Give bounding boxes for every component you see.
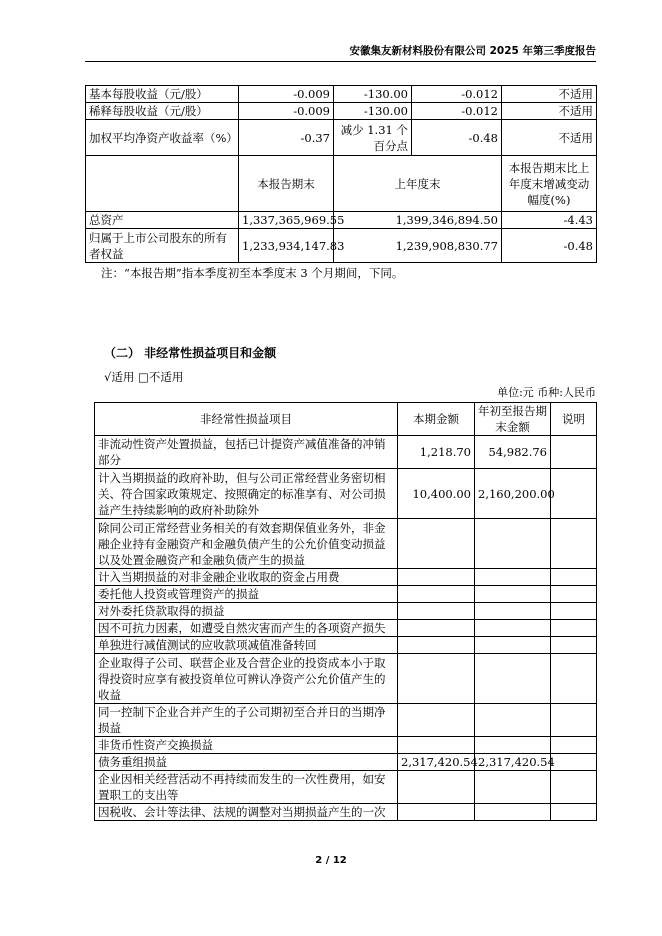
table-cell: 因不可抗力因素，如遭受自然灾害而产生的各项资产损失 xyxy=(95,620,398,637)
table-cell: -0.009 xyxy=(239,103,334,120)
table-cell: 归属于上市公司股东的所有者权益 xyxy=(86,229,239,263)
table-row xyxy=(95,804,597,821)
table-cell: 委托他人投资或管理资产的损益 xyxy=(95,586,398,603)
table-cell: 非流动性资产处置损益，包括已计提资产减值准备的冲销部分 xyxy=(95,436,398,469)
table-cell xyxy=(398,654,475,704)
table-cell: 1,239,908,830.77 xyxy=(334,229,502,263)
table-row xyxy=(86,86,597,103)
column-header: 本报告期末比上年度末增减变动幅度(%) xyxy=(502,156,597,212)
table-note: 注：“本报告期”指本季度初至本季度末 3 个月期间，下同。 xyxy=(101,266,404,280)
table-cell: -0.48 xyxy=(412,120,502,156)
table-cell: 减少 1.31 个百分点 xyxy=(334,120,412,156)
table-cell: 同一控制下企业合并产生的子公司期初至合并日的当期净损益 xyxy=(95,704,398,737)
unit-currency-label: 单位:元 币种:人民币 xyxy=(497,386,596,399)
table-cell xyxy=(551,620,597,637)
table-row xyxy=(95,569,597,586)
table-cell xyxy=(551,586,597,603)
table-cell: 债务重组损益 xyxy=(95,754,398,771)
table-row xyxy=(86,103,597,120)
table-header-row xyxy=(95,403,597,436)
table-cell xyxy=(551,637,597,654)
table-cell xyxy=(475,804,551,821)
table-cell xyxy=(551,469,597,519)
table-cell xyxy=(551,737,597,754)
table-cell xyxy=(86,156,239,212)
table-row xyxy=(95,654,597,704)
table-cell xyxy=(475,519,551,569)
table-cell xyxy=(398,704,475,737)
financial-indicators-table xyxy=(85,85,597,263)
table-cell xyxy=(551,603,597,620)
table-row xyxy=(95,704,597,737)
table-cell xyxy=(475,586,551,603)
table-cell: 2,317,420.54 xyxy=(398,754,475,771)
table-row xyxy=(95,519,597,569)
table-cell xyxy=(475,603,551,620)
table-cell: -0.009 xyxy=(239,86,334,103)
table-cell xyxy=(475,569,551,586)
table-cell: 基本每股收益（元/股） xyxy=(86,86,239,103)
table-row xyxy=(95,620,597,637)
table-cell: 非货币性资产交换损益 xyxy=(95,737,398,754)
column-header: 上年度末 xyxy=(334,156,502,212)
table-row xyxy=(95,754,597,771)
table-cell: 1,233,934,147.83 xyxy=(239,229,334,263)
table-cell: 加权平均净资产收益率（%） xyxy=(86,120,239,156)
table-cell: 稀释每股收益（元/股） xyxy=(86,103,239,120)
table-cell xyxy=(475,704,551,737)
table-row xyxy=(95,603,597,620)
table-row xyxy=(95,469,597,519)
column-header: 说明 xyxy=(551,403,597,436)
table-cell xyxy=(551,704,597,737)
table-cell: -0.37 xyxy=(239,120,334,156)
table-cell xyxy=(398,771,475,804)
table-cell: 除同公司正常经营业务相关的有效套期保值业务外，非金融企业持有金融资产和金融负债产生的公允价值变动损益以及处置金融资产和金融负债产生的损益 xyxy=(95,519,398,569)
table-cell: 2,317,420.54 xyxy=(475,754,551,771)
table-cell: 计入当期损益的对非金融企业收取的资金占用费 xyxy=(95,569,398,586)
table-cell xyxy=(475,637,551,654)
table-cell xyxy=(398,569,475,586)
non-recurring-items-table xyxy=(94,402,597,821)
table-cell: -0.012 xyxy=(412,103,502,120)
table-cell xyxy=(475,771,551,804)
table-cell: 1,218.70 xyxy=(398,436,475,469)
table-cell: 企业因相关经营活动不再持续而发生的一次性费用，如安置职工的支出等 xyxy=(95,771,398,804)
table-cell xyxy=(551,654,597,704)
table-cell: 企业取得子公司、联营企业及合营企业的投资成本小于取得投资时应享有被投资单位可辨认净资产公允价值产生的收益 xyxy=(95,654,398,704)
table-cell xyxy=(398,586,475,603)
table-cell xyxy=(475,654,551,704)
table-cell: 54,982.76 xyxy=(475,436,551,469)
table-cell xyxy=(475,620,551,637)
table-row xyxy=(95,436,597,469)
page-header: 安徽集友新材料股份有限公司 2025 年第三季度报告 xyxy=(85,44,596,62)
section-title: （二） 非经常性损益项目和金额 xyxy=(104,346,277,360)
table-row xyxy=(86,120,597,156)
table-cell: 总资产 xyxy=(86,212,239,229)
table-cell xyxy=(398,737,475,754)
table-cell xyxy=(551,771,597,804)
table-cell xyxy=(551,519,597,569)
column-header: 非经常性损益项目 xyxy=(95,403,398,436)
table-cell xyxy=(475,737,551,754)
table-cell: 2,160,200.00 xyxy=(475,469,551,519)
table-header-row xyxy=(86,156,597,212)
table-cell: 1,399,346,894.50 xyxy=(334,212,502,229)
table-cell: 单独进行减值测试的应收款项减值准备转回 xyxy=(95,637,398,654)
table-cell xyxy=(551,754,597,771)
table-row xyxy=(86,212,597,229)
table-cell: 10,400.00 xyxy=(398,469,475,519)
page-number: 2 / 12 xyxy=(315,855,347,866)
table-cell: 不适用 xyxy=(502,86,597,103)
table-row xyxy=(86,229,597,263)
table-row xyxy=(95,637,597,654)
table-cell: 不适用 xyxy=(502,120,597,156)
table-cell xyxy=(551,804,597,821)
table-cell: 对外委托贷款取得的损益 xyxy=(95,603,398,620)
table-cell: 不适用 xyxy=(502,103,597,120)
table-cell xyxy=(398,519,475,569)
table-cell xyxy=(398,620,475,637)
table-cell xyxy=(398,603,475,620)
table-row xyxy=(95,771,597,804)
table-row xyxy=(95,586,597,603)
table-cell: 因税收、会计等法律、法规的调整对当期损益产生的一次 xyxy=(95,804,398,821)
table-row xyxy=(95,737,597,754)
table-cell xyxy=(551,436,597,469)
table-cell: -4.43 xyxy=(502,212,597,229)
table-cell: -130.00 xyxy=(334,103,412,120)
table-cell: -0.012 xyxy=(412,86,502,103)
table-cell: 计入当期损益的政府补助，但与公司正常经营业务密切相关、符合国家政策规定、按照确定的标准享有、对公司损益产生持续影响的政府补助除外 xyxy=(95,469,398,519)
table-cell xyxy=(398,804,475,821)
table-cell xyxy=(551,569,597,586)
table-cell: 1,337,365,969.55 xyxy=(239,212,334,229)
applicability-options: √适用 □不适用 xyxy=(104,370,184,384)
table-cell: -0.48 xyxy=(502,229,597,263)
column-header: 本期金额 xyxy=(398,403,475,436)
table-cell xyxy=(398,637,475,654)
column-header: 本报告期末 xyxy=(239,156,334,212)
column-header: 年初至报告期末金额 xyxy=(475,403,551,436)
table-cell: -130.00 xyxy=(334,86,412,103)
